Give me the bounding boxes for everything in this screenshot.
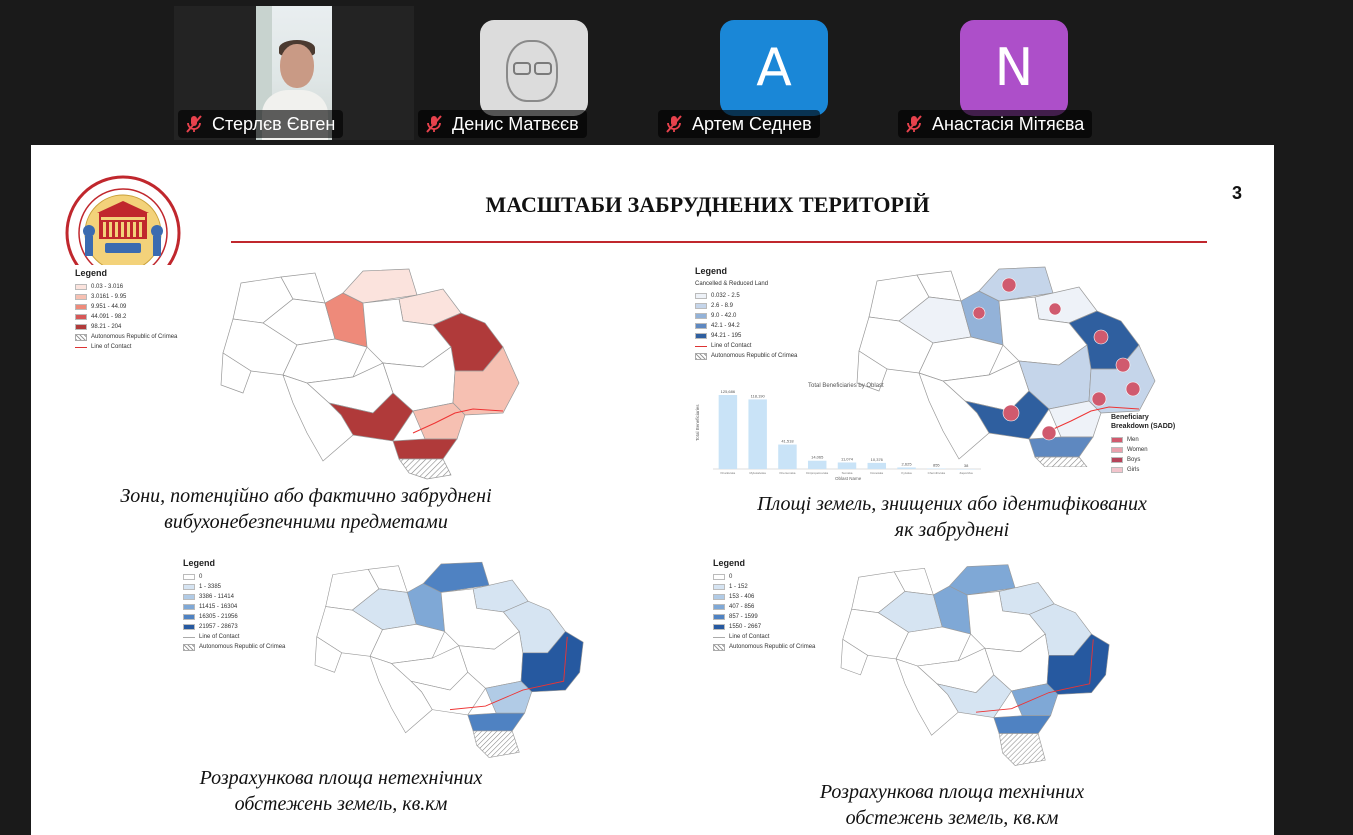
participant-nametag	[178, 110, 343, 138]
participant-name: Денис Матвєєв	[452, 113, 579, 134]
y-axis-label: Total Beneficiaries	[695, 404, 700, 441]
participant-name: Артем Седнев	[692, 113, 812, 134]
bar-value-label: 10,376	[870, 456, 883, 462]
caption-tech-survey: Розрахункова площа технічних обстежень земель, кв.км	[819, 781, 1085, 829]
legend-contamination: Legend 0.03 - 3.016 3.0161 - 9.95 9.951 - 44.09 44.091 - 98.2 98.21 - 204 Autonomous Republic of Crimea Line of Contact	[75, 268, 178, 350]
mic-muted-icon	[424, 114, 444, 134]
map-contamination	[203, 263, 521, 481]
participant-tile[interactable]	[654, 6, 894, 140]
bar-value-label: 2,625	[901, 461, 912, 467]
bar-value-label: 14,065	[811, 454, 824, 460]
bar	[897, 467, 915, 469]
participant-nametag	[898, 110, 1092, 138]
avatar: A	[720, 20, 828, 116]
bar	[719, 395, 737, 469]
participant-avatar-image	[480, 20, 588, 116]
participant-tile[interactable]	[174, 6, 414, 140]
map-nontech-survey	[299, 553, 585, 765]
caption-cancelled-land: Площі земель, знищених або ідентифікованих як забруднені	[757, 493, 1147, 541]
slide-number: 3	[1231, 183, 1242, 203]
bar	[778, 445, 796, 469]
legend-beneficiary-breakdown: Beneficiary Breakdown (SADD) Men Women Boys Girls	[1111, 414, 1176, 473]
participant-tile[interactable]	[894, 6, 1134, 140]
category-label: Zaporizka	[959, 471, 973, 475]
participant-tile[interactable]	[414, 6, 654, 140]
category-label: Sumska	[841, 471, 853, 475]
bar	[838, 462, 856, 469]
category-label: Donetska	[870, 471, 884, 475]
bar	[868, 463, 886, 469]
participant-nametag	[418, 110, 587, 138]
legend-cancelled-land: Legend Cancelled & Reduced Land 0.032 - 2.5 2.6 - 8.9 9.0 - 42.0 42.1 - 94.2 94.21 - 195 Line of Contact Autonomous Republic of Crimea	[695, 266, 798, 359]
participant-nametag	[658, 110, 820, 138]
map-tech-survey	[825, 555, 1111, 777]
caption-contamination: Зони, потенційно або фактично забруднені вибухонебезпечними предметами	[120, 485, 492, 533]
bar-value-label: 125,686	[720, 389, 736, 394]
mic-muted-icon	[664, 114, 684, 134]
mic-muted-icon	[904, 114, 924, 134]
avatar: N	[960, 20, 1068, 116]
category-label: Khersonska	[779, 471, 796, 475]
participant-name: Стерлєв Євген	[212, 113, 336, 134]
category-label: Kharkivska	[720, 471, 736, 475]
mic-muted-icon	[184, 114, 204, 134]
slide-title: МАСШТАБИ ЗАБРУДНЕНИХ ТЕРИТОРІЙ	[485, 192, 930, 217]
category-label: Kyivska	[901, 471, 912, 475]
bar-value-label: 855	[932, 462, 940, 468]
title-divider	[231, 241, 1207, 243]
bar	[808, 461, 826, 469]
category-label: Chernihivska	[927, 471, 946, 475]
bar-value-label: 11,074	[841, 456, 853, 462]
bar	[927, 468, 945, 469]
bar-chart-title: Total Beneficiaries by Oblast	[808, 383, 884, 389]
bar-value-label: 118,190	[750, 393, 765, 399]
x-axis-label: Oblast Name	[835, 476, 862, 481]
bar	[748, 399, 766, 469]
category-label: Mykolaivska	[749, 471, 766, 475]
shared-slide	[31, 145, 1274, 835]
participant-name: Анастасія Мітяєва	[932, 113, 1085, 134]
caption-nontech-survey: Розрахункова площа нетехнічних обстежень земель, кв.км	[199, 767, 483, 815]
bar-value-label: 41,518	[781, 438, 794, 444]
category-label: Dnipropetrovska	[806, 471, 829, 475]
legend-nontech-survey: Legend 0 1 - 3385 3386 - 11414 11415 - 16304 16305 - 21956 21957 - 28673 Line of Contact Autonomous Republic of Crimea	[183, 558, 286, 650]
legend-tech-survey: Legend 0 1 - 152 153 - 406 407 - 856 857 - 1599 1550 - 2667 Line of Contact Autonomous Republic of Crimea	[713, 558, 816, 650]
beneficiaries-bar-chart	[693, 381, 989, 481]
bar-value-label: 38	[963, 462, 969, 468]
